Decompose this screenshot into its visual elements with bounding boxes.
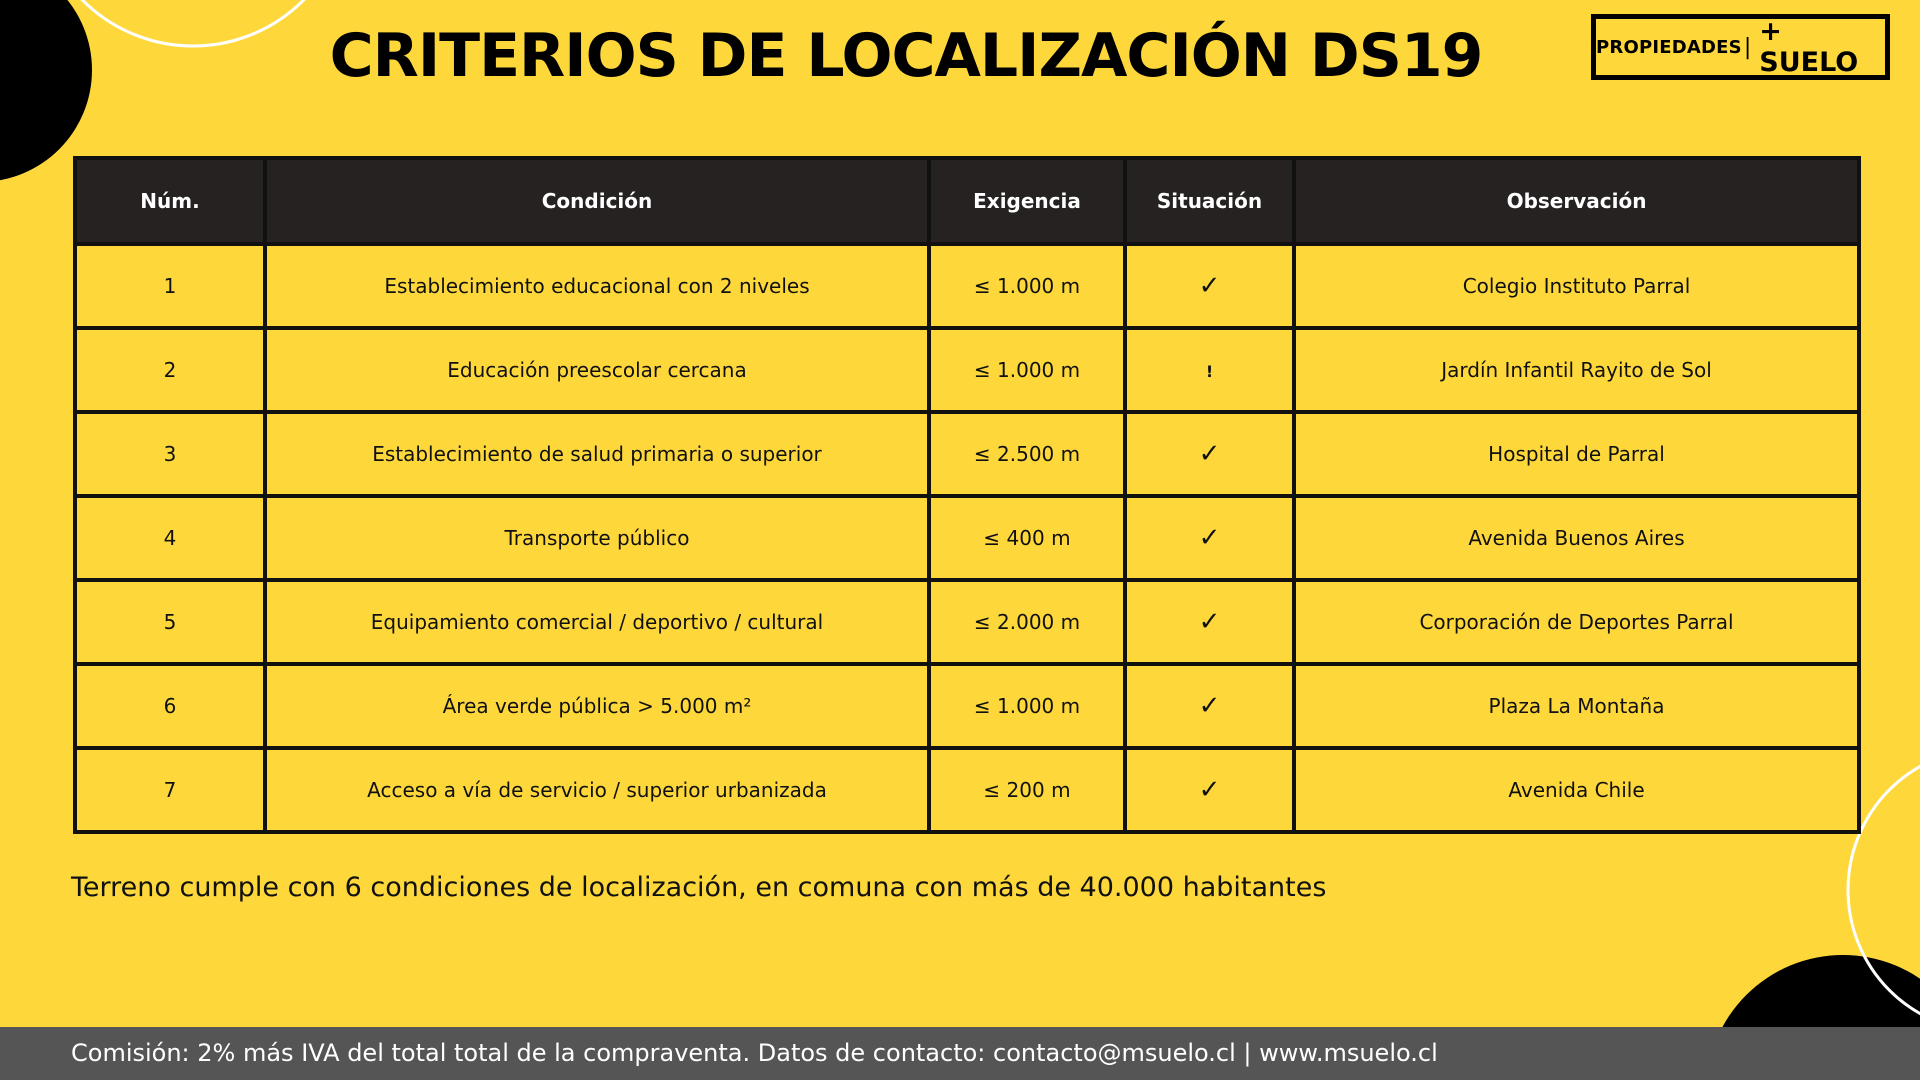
criteria-table xyxy=(73,156,1861,834)
cell-status xyxy=(1125,664,1294,748)
cell-condition: Establecimiento educacional con 2 niveles xyxy=(265,244,929,328)
table-row xyxy=(75,328,1859,412)
header-condition: Condición xyxy=(265,158,929,244)
logo-text-suelo: + SUELO xyxy=(1759,16,1859,78)
header-requirement: Exigencia xyxy=(929,158,1125,244)
logo-separator: | xyxy=(1743,34,1752,60)
cell-num: 2 xyxy=(75,328,265,412)
cell-status xyxy=(1125,496,1294,580)
checkmark-icon: ✓ xyxy=(1198,691,1221,721)
table-row xyxy=(75,244,1859,328)
footer-bar xyxy=(0,1027,1920,1080)
cell-condition: Área verde pública > 5.000 m² xyxy=(265,664,929,748)
cell-observation: Colegio Instituto Parral xyxy=(1294,244,1859,328)
cell-observation: Corporación de Deportes Parral xyxy=(1294,580,1859,664)
header-num: Núm. xyxy=(75,158,265,244)
checkmark-icon: ✓ xyxy=(1198,271,1221,301)
cell-condition: Equipamiento comercial / deportivo / cultural xyxy=(265,580,929,664)
cell-observation: Avenida Buenos Aires xyxy=(1294,496,1859,580)
cell-status xyxy=(1125,412,1294,496)
cell-num: 6 xyxy=(75,664,265,748)
header-observation: Observación xyxy=(1294,158,1859,244)
cell-requirement: ≤ 400 m xyxy=(929,496,1125,580)
header-status: Situación xyxy=(1125,158,1294,244)
cell-num: 3 xyxy=(75,412,265,496)
cell-status xyxy=(1125,244,1294,328)
cell-status xyxy=(1125,748,1294,832)
cell-status xyxy=(1125,328,1294,412)
cell-num: 7 xyxy=(75,748,265,832)
cell-requirement: ≤ 200 m xyxy=(929,748,1125,832)
table-row xyxy=(75,580,1859,664)
checkmark-icon: ✓ xyxy=(1198,775,1221,805)
cell-requirement: ≤ 1.000 m xyxy=(929,328,1125,412)
page-title: CRITERIOS DE LOCALIZACIÓN DS19 xyxy=(329,21,1483,91)
checkmark-icon: ✓ xyxy=(1198,439,1221,469)
summary-text: Terreno cumple con 6 condiciones de localización, en comuna con más de 40.000 habitantes xyxy=(71,872,1327,903)
cell-requirement: ≤ 2.000 m xyxy=(929,580,1125,664)
cell-observation: Avenida Chile xyxy=(1294,748,1859,832)
cell-num: 5 xyxy=(75,580,265,664)
cell-condition: Acceso a vía de servicio / superior urbanizada xyxy=(265,748,929,832)
cell-condition: Establecimiento de salud primaria o superior xyxy=(265,412,929,496)
cell-observation: Plaza La Montaña xyxy=(1294,664,1859,748)
cell-requirement: ≤ 1.000 m xyxy=(929,664,1125,748)
checkmark-icon: ✓ xyxy=(1198,607,1221,637)
cell-condition: Educación preescolar cercana xyxy=(265,328,929,412)
cell-status xyxy=(1125,580,1294,664)
table-row xyxy=(75,412,1859,496)
cell-observation: Jardín Infantil Rayito de Sol xyxy=(1294,328,1859,412)
table-header-row xyxy=(75,158,1859,244)
checkmark-icon: ✓ xyxy=(1198,523,1221,553)
brand-logo xyxy=(1591,14,1890,80)
table-row xyxy=(75,664,1859,748)
logo-text-propiedades: PROPIEDADES xyxy=(1596,36,1742,58)
cell-observation: Hospital de Parral xyxy=(1294,412,1859,496)
cell-requirement: ≤ 2.500 m xyxy=(929,412,1125,496)
cell-condition: Transporte público xyxy=(265,496,929,580)
footer-contact-text: Comisión: 2% más IVA del total total de la compraventa. Datos de contacto: contacto@msuelo.cl | www.msuelo.cl xyxy=(71,1039,1438,1067)
table-row xyxy=(75,748,1859,832)
cell-requirement: ≤ 1.000 m xyxy=(929,244,1125,328)
exclamation-icon: ! xyxy=(1205,362,1214,381)
cell-num: 1 xyxy=(75,244,265,328)
table-row xyxy=(75,496,1859,580)
cell-num: 4 xyxy=(75,496,265,580)
